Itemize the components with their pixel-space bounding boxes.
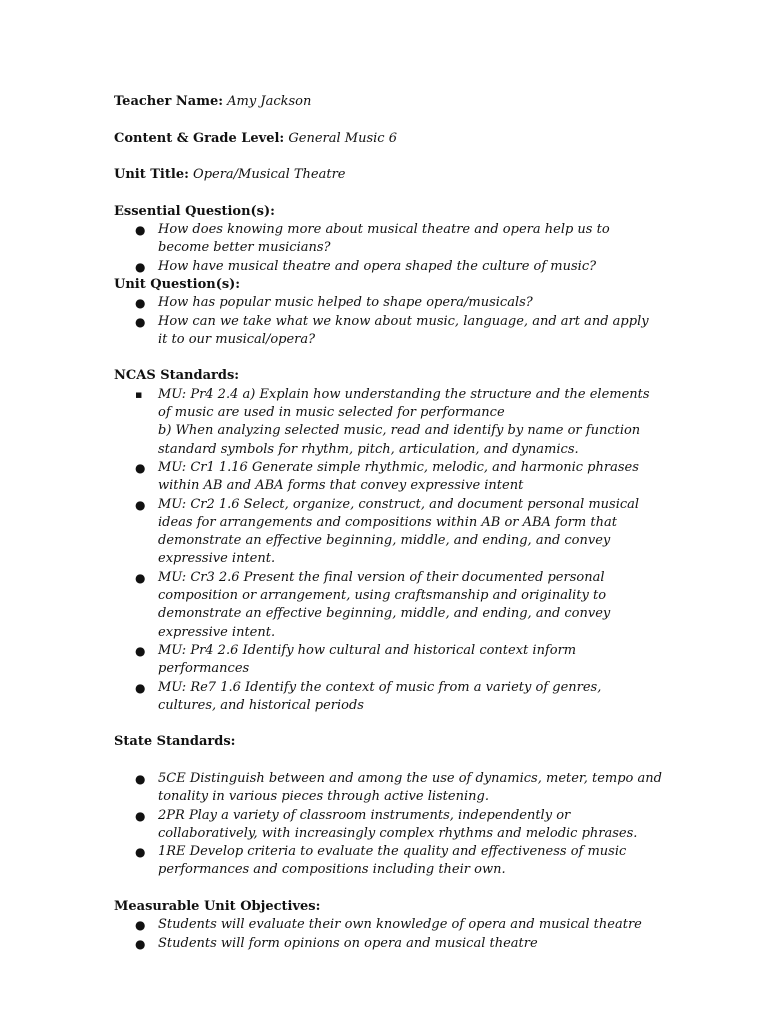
bullet-icon: ● [135,296,146,311]
bullet-icon: ● [135,808,146,823]
unit-title-label: Unit Title: [114,167,189,183]
square-bullet-icon: ▪ [135,387,143,401]
list-item: ● MU: Cr2 1.6 Select, organize, construct, and document personal musical ideas for arrangements and compositions within AB or ABA form that demonstrate an effective beginning, middle, and ending, and convey expressive intent. [135,496,640,567]
list-item: ● How have musical theatre and opera shaped the culture of music? [114,258,662,276]
ncas-pr4-2-4-part-b: b) When analyzing selected music, read and identify by name or function standard symbols for rhythm, pitch, articulation, and dynamics. [158,423,641,457]
list-item: ● 5CE Distinguish between and among the use of dynamics, meter, tempo and tonality in various pieces through active listening. [135,770,662,805]
list-item: ● How does knowing more about musical theatre and opera help us to become better musicians? [135,222,610,256]
bullet-icon: ● [135,680,146,695]
list-item: ● 2PR Play a variety of classroom instruments, independently or collaboratively, with increasingly complex rhythms and melodic phrases. [135,807,638,841]
teacher-name-label: Teacher Name: [114,94,224,109]
bullet-icon: ● [135,314,146,329]
list-item [114,386,662,459]
measurable-objectives-list [114,916,662,953]
ncas-pr4-2-4-part-a: MU: Pr4 2.4 a) Explain how understanding the structure and the elements of music are used in music selected for performance [158,386,650,421]
unit-title-value: Opera/Musical Theatre [193,167,346,183]
unit-questions-heading: Unit Question(s): [114,276,241,292]
list-item: ● Students will evaluate their own knowledge of opera and musical theatre [114,916,662,934]
unit-questions-list [114,294,662,349]
list-item: ● MU: Cr3 2.6 Present the final version of their documented personal composition or arrangement, using craftsmanship and originality to demonstrate an effective beginning, middle, and ending, and convey expressive intent. [135,569,611,640]
bullet-icon: ● [135,460,146,475]
essential-questions-list [114,221,662,276]
content-grade-value: General Music 6 [288,130,397,146]
list-item: ● Students will form opinions on opera and musical theatre [114,935,662,953]
bullet-icon: ● [135,643,146,658]
ncas-standards-heading: NCAS Standards: [114,368,240,384]
content-grade-field [114,130,662,148]
teacher-name-value: Amy Jackson [227,94,312,109]
content-grade-label: Content & Grade Level: [114,130,285,146]
teacher-name-field [114,93,662,111]
state-standards-heading: State Standards: [114,734,236,750]
bullet-icon: ● [135,771,146,786]
bullet-icon: ● [135,845,146,860]
list-item: ● MU: Re7 1.6 Identify the context of music from a variety of genres, cultures, and historical periods [135,679,602,713]
list-item: ● MU: Cr1 1.16 Generate simple rhythmic, melodic, and harmonic phrases within AB and ABA forms that convey expressive intent [135,459,639,494]
list-item: ● 1RE Develop criteria to evaluate the quality and effectiveness of music performances and compositions including their own. [135,844,627,878]
ncas-standards-list [114,386,662,715]
bullet-icon: ● [135,570,146,585]
unit-title-field [114,166,662,184]
list-item: ● MU: Pr4 2.6 Identify how cultural and historical context inform performances [135,642,577,677]
list-item: ● How can we take what we know about music, language, and art and apply it to our musical/opera? [135,313,649,347]
state-standards-list [114,770,662,880]
bullet-icon: ● [135,223,146,238]
essential-questions-heading: Essential Question(s): [114,203,275,219]
bullet-icon: ● [135,497,146,512]
bullet-icon: ● [135,918,146,933]
list-item: ● How has popular music helped to shape opera/musicals? [114,294,662,312]
bullet-icon: ● [135,259,146,274]
bullet-icon: ● [135,936,146,951]
lesson-plan-content [114,93,662,953]
measurable-objectives-heading: Measurable Unit Objectives: [114,899,321,915]
